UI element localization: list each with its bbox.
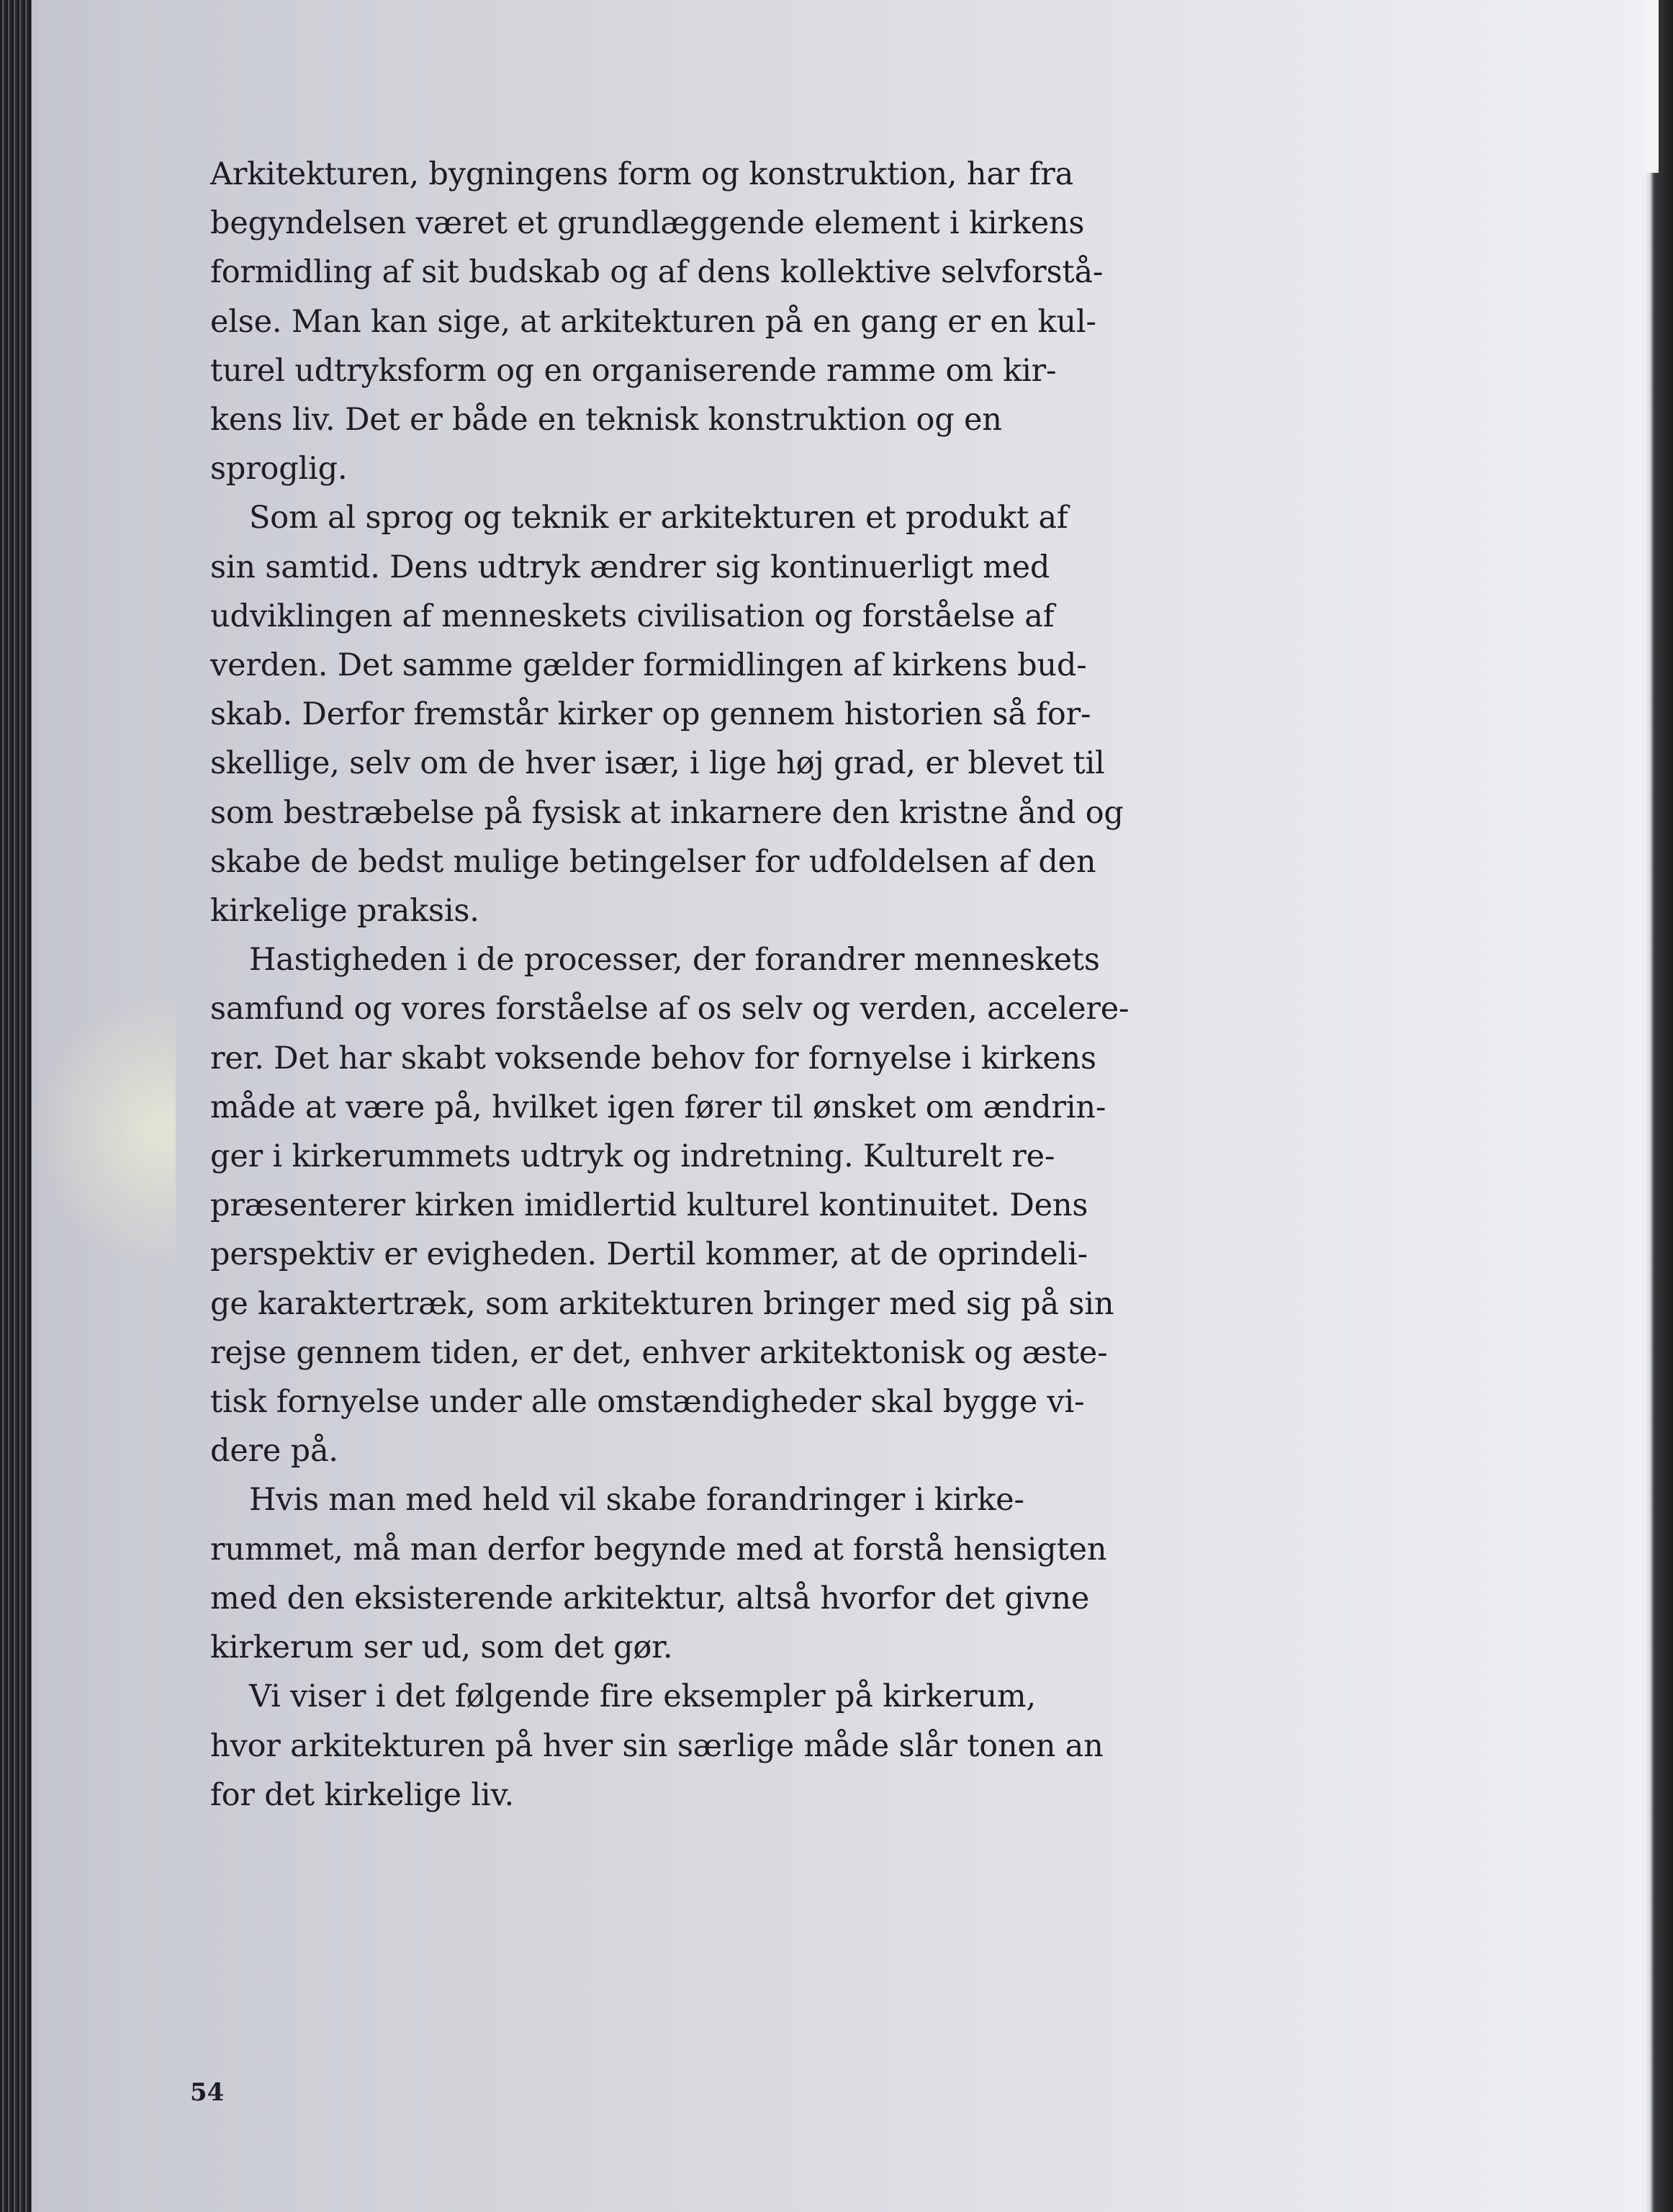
paragraph-3: Hastigheden i de processer, der forandrer menneskets samfund og vores forståelse af os selv og verden, accelere- rer. Det har skabt voksende behov for fornyelse i kirkens måde at være på, hvilket igen fører til ønsket om ændrin- ger i kirkerummets udtryk og indretning. Kulturelt re- præsenterer kirken imidlertid kulturel kontinuitet. Dens perspektiv er evigheden. Dertil kommer, at de oprindeli- ge karaktertræk, som arkitekturen bringer med sig på sin rejse gennem tiden, er det, enhver arkitektonisk og æste- tisk fornyelse under alle omstændigheder skal bygge vi- dere på. bbox=[210, 942, 1129, 1470]
right-page-edge bbox=[1644, 0, 1673, 2212]
paragraph-1: Arkitekturen, bygningens form og konstruktion, har fra begyndelsen været et grundlæggende element i kirkens formidling af sit budskab og af dens kollektive selvforstå- else. Man kan sige, at arkitekturen på en gang er en kul- turel udtryksform og en organiserende ramme om kir- kens liv. Det er både en teknisk konstruktion og en sproglig. bbox=[210, 156, 1104, 487]
paragraph-2: Som al sprog og teknik er arkitekturen et produkt af sin samtid. Dens udtryk ændrer sig kontinuerligt med udviklingen af menneskets civilisation og forståelse af verden. Det samme gælder formidlingen af kirkens bud- skab. Derfor fremstår kirker op gennem historien så for- skellige, selv om de hver især, i lige høj grad, er blevet til som bestræbelse på fysisk at inkarnere den kristne ånd og skabe de bedst mulige betingelser for udfoldelsen af den kirkelige praksis. bbox=[210, 500, 1124, 930]
paragraph-5: Vi viser i det følgende fire eksempler på kirkerum, hvor arkitekturen på hver sin særlige måde slår tonen an for det kirkelige liv. bbox=[210, 1678, 1104, 1813]
light-glare bbox=[32, 994, 176, 1267]
right-edge-highlight bbox=[1644, 0, 1659, 173]
body-text bbox=[210, 150, 1175, 1820]
paragraph-4: Hvis man med held vil skabe forandringer i kirke- rummet, må man derfor begynde med at forstå hensigten med den eksisterende arkitektur, altså hvorfor det givne kirkerum ser ud, som det gør. bbox=[210, 1482, 1107, 1666]
page-number: 54 bbox=[190, 2078, 225, 2107]
